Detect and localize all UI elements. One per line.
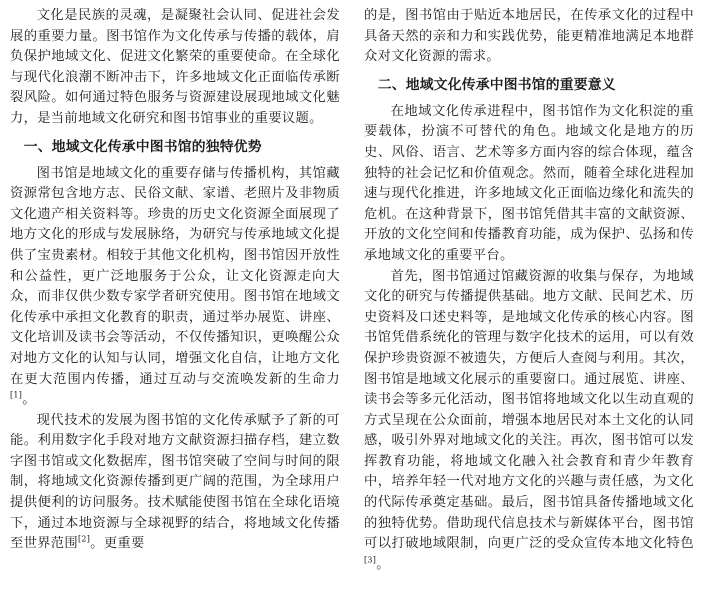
paragraph-end: 。: [22, 392, 36, 408]
continuation-paragraph: 的是，图书馆由于贴近本地居民，在传承文化的过程中具备天然的亲和力和实践优势，能更精准地满足本地群众对文化资源的需求。: [364, 8, 694, 65]
left-column: [10, 6, 340, 594]
paragraph-text: 现代技术的发展为图书馆的文化传承赋予了新的可能。利用数字化手段对地方文献资源扫描存档，建立数字图书馆或文化数据库，图书馆突破了空间与时间的限制，将地域文化资源传播到更广阔的范围，为全球用户提供便利的访问服务。技术赋能使图书馆在全球化语境下，通过本地资源与全球视野的结合，将地域文化传播至世界范围: [10, 412, 340, 552]
citation-1[interactable]: [1]: [10, 390, 23, 400]
section1-paragraph-1: [10, 164, 340, 411]
paragraph-end: 。更重要: [90, 536, 145, 552]
paragraph-text: 首先，图书馆通过馆藏资源的收集与保存，为地域文化的研究与传播提供基础。地方文献、民间艺术、历史资料及口述史料等，是地域文化传承的核心内容。图书馆凭借系统化的管理与数字化技术的运用，可以有效保护珍贵资源不被遗失，方便后人查阅与利用。其次，图书馆是地域文化展示的重要窗口。通过展览、讲座、读书会等多元化活动，图书馆将地域文化以生动直观的方式呈现在公众面前，增强本地居民对本土文化的认同感，吸引外界对地域文化的关注。再次，图书馆可以发挥教育功能，将地域文化融入社会教育和青少年教育中，培养年轻一代对地方文化的兴趣与责任感，为文化的代际传承奠定基础。最后，图书馆具备传播地域文化的独特优势。借助现代信息技术与新媒体平台，图书馆可以打破地域限制，向更广泛的受众宣传本地文化特色: [364, 268, 694, 552]
article-page: [10, 6, 695, 594]
citation-3[interactable]: [3]: [364, 555, 377, 565]
paragraph-end: 。: [376, 556, 390, 572]
right-column: [364, 6, 694, 594]
section2-paragraph-2: [364, 267, 694, 576]
intro-paragraph: 文化是民族的灵魂，是凝聚社会认同、促进社会发展的重要力量。图书馆作为文化传承与传播的载体，肩负保护地域文化、促进文化繁荣的重要使命。在全球化与现代化浪潮不断冲击下，许多地域文化正面临传承断裂风险。如何通过特色服务与资源建设展现地域文化魅力，是当前地域文化研究和图书馆事业的重要议题。: [10, 8, 340, 126]
paragraph-text: 图书馆是地域文化的重要存储与传播机构，其馆藏资源常包含地方志、民俗文献、家谱、老照片及非物质文化遗产相关资料等。珍贵的历史文化资源全面展现了地方文化的形成与发展脉络，为研究与传承地域文化提供了宝贵素材。相较于其他文化机构，图书馆因开放性和公益性，更广泛地服务于公众，让文化资源走向大众，而非仅供少数专家学者研究使用。图书馆在地域文化传承中承担文化教育的职责，通过举办展览、讲座、文化培训及读书会等活动，不仅传播知识，更唤醒公众对地方文化的认知与认同，增强文化自信，让地方文化在更大范围内传播，通过互动与交流唤发新的生命力: [10, 165, 340, 387]
section1-paragraph-2: [10, 411, 340, 555]
section-heading-2: 二、地域文化传承中图书馆的重要意义: [377, 76, 616, 93]
citation-2[interactable]: [2]: [77, 534, 91, 544]
section2-paragraph-1: 在地域文化传承进程中，图书馆作为文化积淀的重要载体，扮演不可替代的角色。地域文化是地方的历史、风俗、语言、艺术等多方面内容的综合体现，蕴含独特的社会记忆和价值观念。然而，随着全球化进程加速与现代化推进，许多地域文化正面临边缘化和流失的危机。在这种背景下，图书馆凭借其丰富的文献资源、开放的文化空间和传播教育功能，成为保护、弘扬和传承地域文化的重要平台。: [364, 103, 694, 263]
section-heading-1: 一、地域文化传承中图书馆的独特优势: [23, 138, 262, 155]
